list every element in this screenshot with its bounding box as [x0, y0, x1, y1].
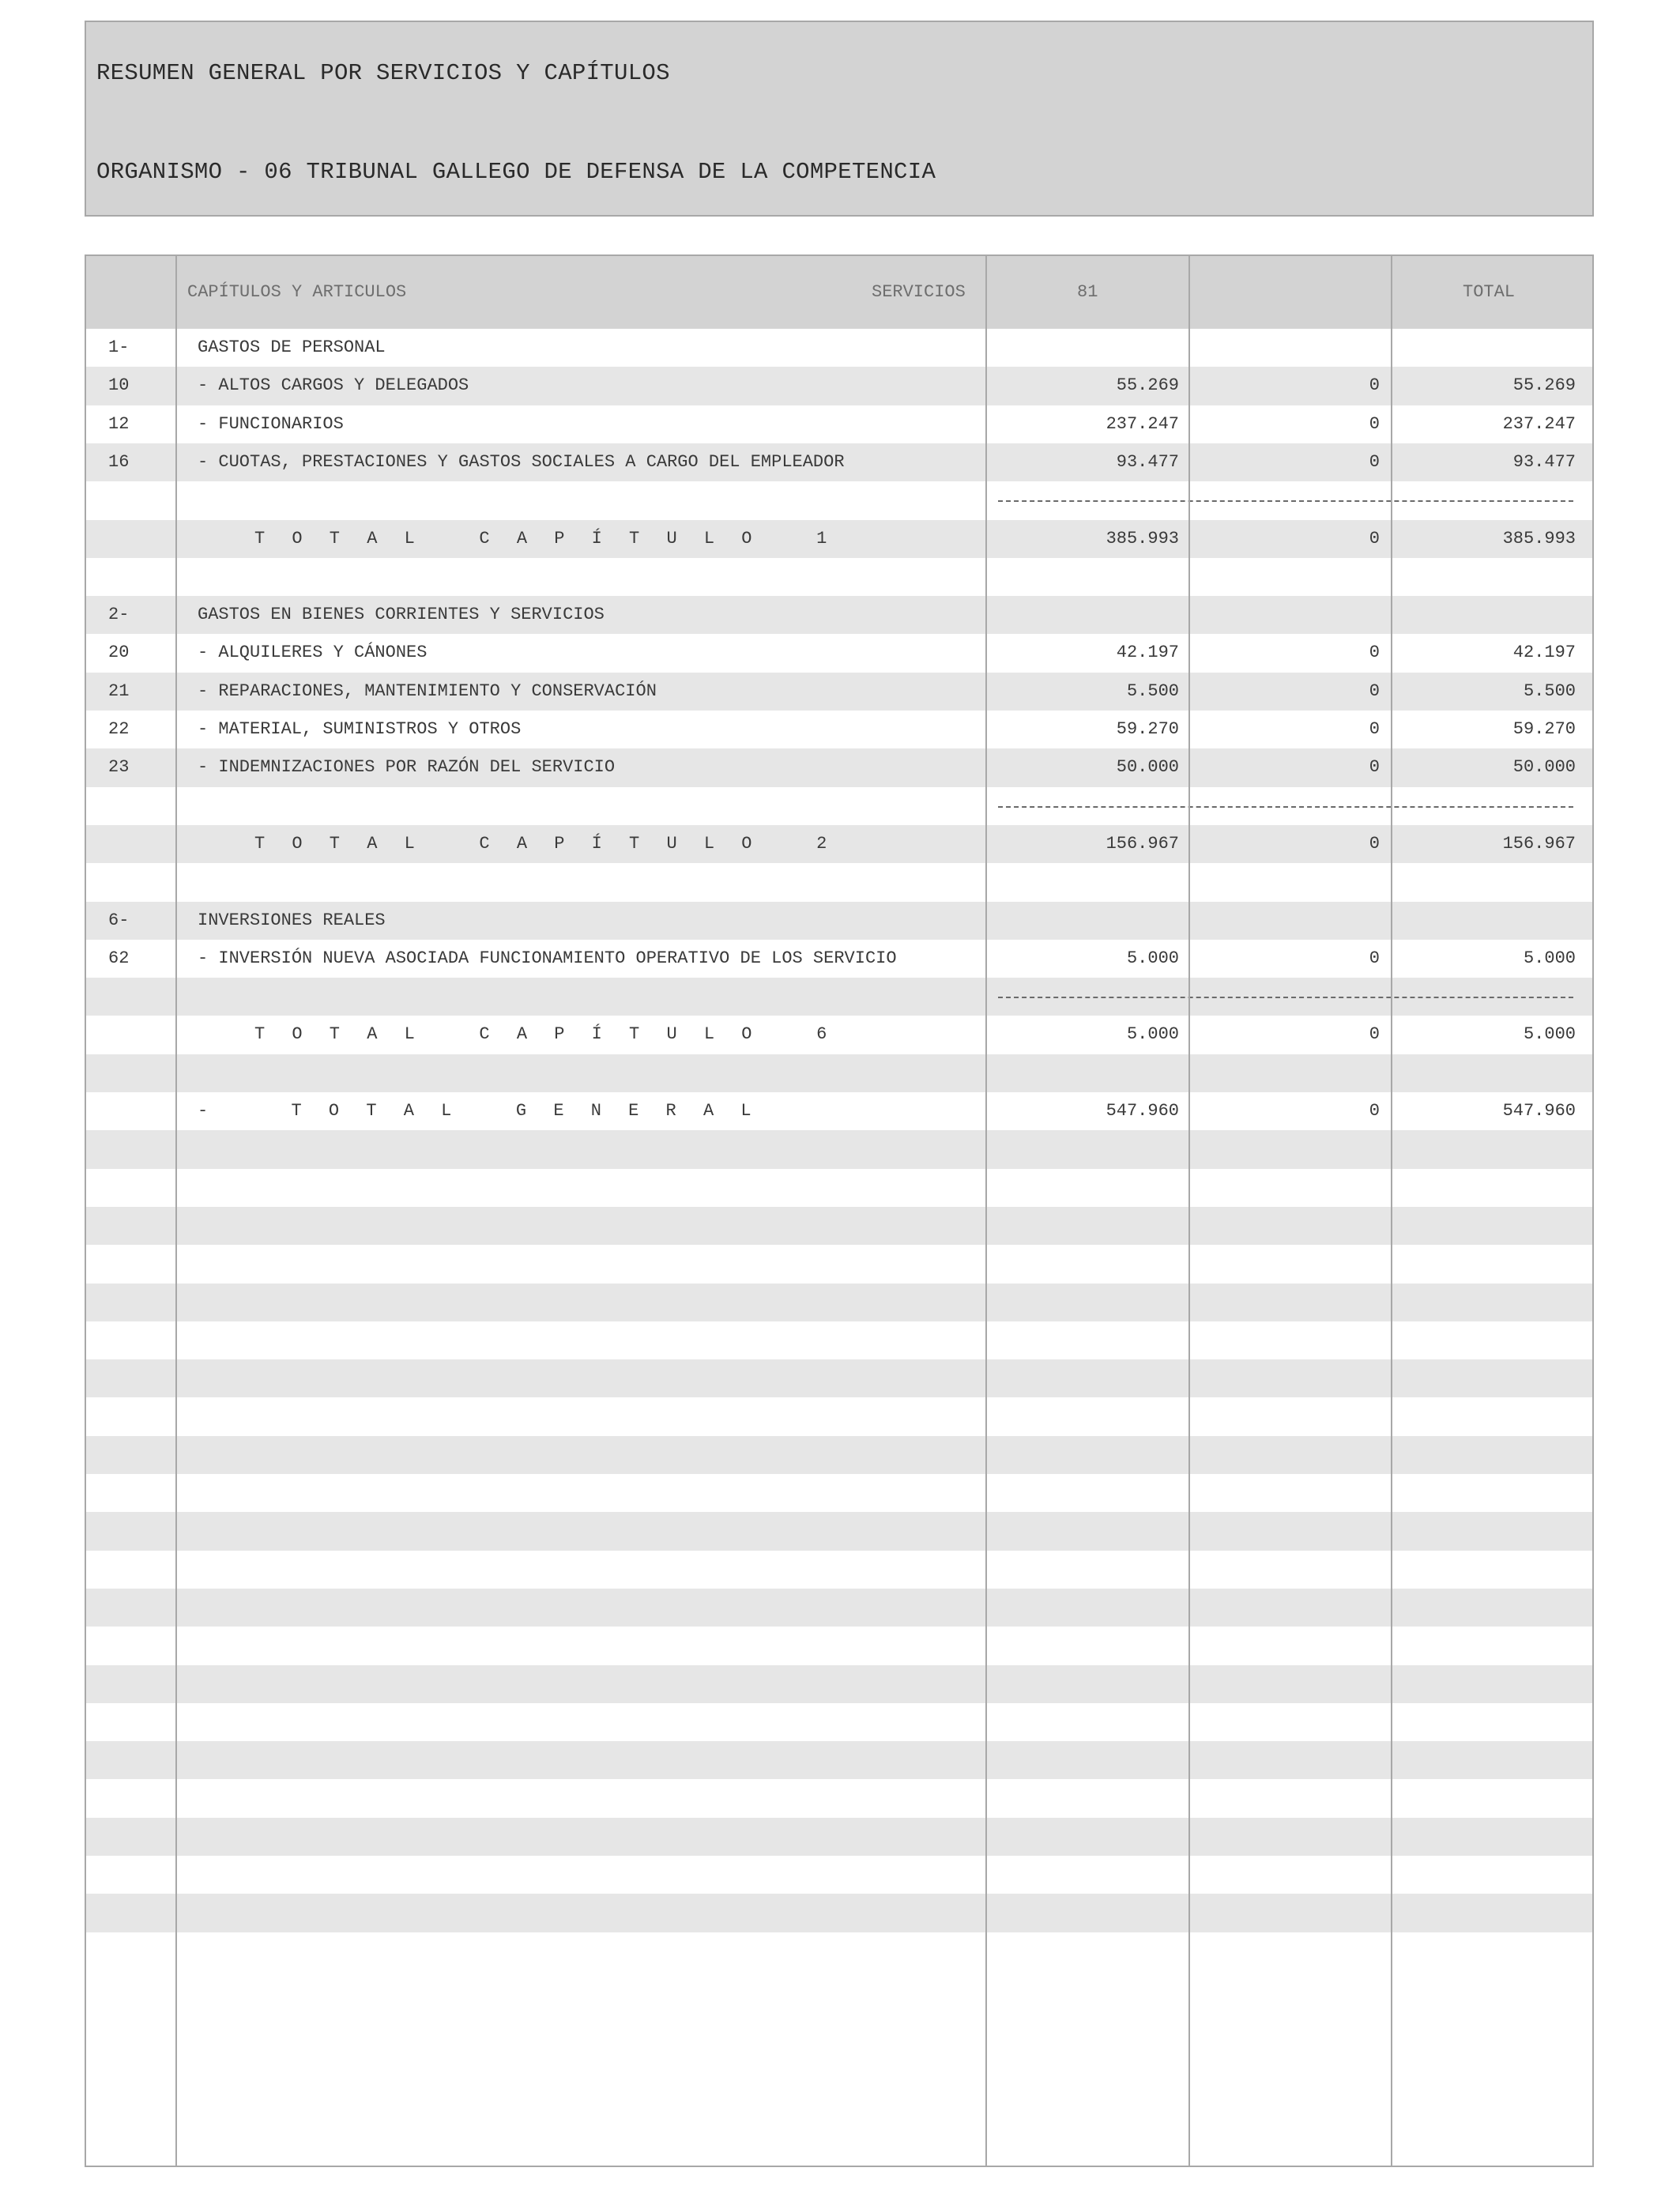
table-row	[86, 1092, 1592, 1130]
table-row	[86, 978, 1592, 1016]
value-81: 5.000	[1126, 948, 1179, 968]
table-row	[86, 1894, 1592, 1932]
total-capitulo-label: T O T A L C A P Í T U L O 2	[254, 833, 835, 854]
table-row	[86, 596, 1592, 634]
column-header-capitulos: CAPÍTULOS Y ARTICULOS	[187, 282, 407, 302]
column-divider	[1188, 256, 1190, 2166]
row-code: 16	[108, 451, 130, 472]
value-total: 385.993	[1502, 528, 1576, 548]
row-code: 23	[108, 757, 130, 778]
table-row	[86, 787, 1592, 825]
value-zero: 0	[1369, 948, 1380, 968]
value-total: 59.270	[1512, 719, 1576, 739]
value-total: 156.967	[1502, 833, 1576, 854]
row-description: - INVERSIÓN NUEVA ASOCIADA FUNCIONAMIENTO OPERATIVO DE LOS SERVICIO	[198, 948, 897, 968]
value-zero: 0	[1369, 1024, 1380, 1045]
column-divider	[1391, 256, 1392, 2166]
table-row	[86, 1397, 1592, 1435]
dashed-separator	[998, 806, 1573, 808]
summary-table	[85, 254, 1594, 2167]
table-row	[86, 863, 1592, 901]
table-row	[86, 1321, 1592, 1359]
report-header	[85, 21, 1594, 217]
table-row	[86, 481, 1592, 519]
value-zero: 0	[1369, 451, 1380, 472]
row-description: INVERSIONES REALES	[198, 910, 386, 930]
value-81: 5.000	[1126, 1024, 1179, 1045]
value-zero: 0	[1369, 680, 1380, 701]
value-81: 5.500	[1126, 680, 1179, 701]
table-row	[86, 1284, 1592, 1321]
dashed-separator	[998, 997, 1573, 998]
value-zero: 0	[1369, 833, 1380, 854]
table-row	[86, 1016, 1592, 1054]
value-81: 547.960	[1106, 1101, 1179, 1121]
table-row	[86, 1703, 1592, 1741]
row-code: 22	[108, 719, 130, 739]
value-zero: 0	[1369, 719, 1380, 739]
row-code: 12	[108, 413, 130, 434]
row-code: 62	[108, 948, 130, 968]
table-row	[86, 1665, 1592, 1703]
value-total: 93.477	[1512, 451, 1576, 472]
table-row	[86, 1818, 1592, 1856]
value-total: 5.000	[1523, 1024, 1576, 1045]
value-zero: 0	[1369, 1101, 1380, 1121]
table-row	[86, 1512, 1592, 1550]
table-row	[86, 329, 1592, 367]
table-row	[86, 1436, 1592, 1474]
table-row	[86, 1207, 1592, 1245]
value-81: 237.247	[1106, 413, 1179, 434]
value-zero: 0	[1369, 643, 1380, 663]
table-row	[86, 1474, 1592, 1512]
table-row	[86, 1932, 1592, 1970]
table-row	[86, 748, 1592, 786]
value-81: 59.270	[1116, 719, 1179, 739]
table-row	[86, 1779, 1592, 1817]
organismo-title: ORGANISMO - 06 TRIBUNAL GALLEGO DE DEFENSA DE LA COMPETENCIA	[96, 159, 936, 185]
row-description: GASTOS DE PERSONAL	[198, 337, 386, 357]
row-code: 2-	[108, 605, 130, 625]
row-description: - CUOTAS, PRESTACIONES Y GASTOS SOCIALES A CARGO DEL EMPLEADOR	[198, 451, 845, 472]
value-total: 42.197	[1512, 643, 1576, 663]
table-row	[86, 1551, 1592, 1589]
value-zero: 0	[1369, 528, 1380, 548]
row-code: 6-	[108, 910, 130, 930]
table-header	[86, 256, 1592, 329]
value-total: 5.500	[1523, 680, 1576, 701]
value-81: 42.197	[1116, 643, 1179, 663]
column-divider	[175, 256, 177, 2166]
table-row	[86, 1856, 1592, 1894]
value-zero: 0	[1369, 375, 1380, 396]
table-row	[86, 367, 1592, 405]
table-row	[86, 1627, 1592, 1664]
table-row	[86, 1054, 1592, 1092]
table-row	[86, 825, 1592, 863]
row-description: - REPARACIONES, MANTENIMIENTO Y CONSERVACIÓN	[198, 680, 657, 701]
value-81: 50.000	[1116, 757, 1179, 778]
row-description: - ALTOS CARGOS Y DELEGADOS	[198, 375, 469, 396]
row-description: - MATERIAL, SUMINISTROS Y OTROS	[198, 719, 522, 739]
row-code: 20	[108, 643, 130, 663]
table-row	[86, 634, 1592, 672]
total-capitulo-label: T O T A L C A P Í T U L O 1	[254, 528, 835, 548]
value-81: 385.993	[1106, 528, 1179, 548]
value-total: 5.000	[1523, 948, 1576, 968]
table-row	[86, 673, 1592, 711]
table-row	[86, 902, 1592, 940]
row-description: - ALQUILERES Y CÁNONES	[198, 643, 428, 663]
value-zero: 0	[1369, 757, 1380, 778]
value-total: 547.960	[1502, 1101, 1576, 1121]
row-code: 21	[108, 680, 130, 701]
column-header-servicios: SERVICIOS	[872, 282, 966, 302]
table-row	[86, 1245, 1592, 1283]
column-divider	[985, 256, 987, 2166]
total-capitulo-label: T O T A L C A P Í T U L O 6	[254, 1024, 835, 1045]
report-title: RESUMEN GENERAL POR SERVICIOS Y CAPÍTULOS	[96, 60, 670, 86]
value-total: 237.247	[1502, 413, 1576, 434]
dashed-separator	[998, 500, 1573, 502]
row-code: 1-	[108, 337, 130, 357]
table-row	[86, 558, 1592, 596]
value-81: 156.967	[1106, 833, 1179, 854]
table-row	[86, 405, 1592, 443]
column-header-81: 81	[1077, 282, 1098, 302]
table-row	[86, 1741, 1592, 1779]
table-row	[86, 1359, 1592, 1397]
value-total: 50.000	[1512, 757, 1576, 778]
table-row	[86, 1169, 1592, 1207]
value-81: 55.269	[1116, 375, 1179, 396]
row-description: - FUNCIONARIOS	[198, 413, 344, 434]
table-row	[86, 940, 1592, 978]
row-description: - INDEMNIZACIONES POR RAZÓN DEL SERVICIO	[198, 757, 616, 778]
value-81: 93.477	[1116, 451, 1179, 472]
table-row	[86, 1589, 1592, 1627]
table-row	[86, 520, 1592, 558]
table-row	[86, 711, 1592, 748]
row-code: 10	[108, 375, 130, 396]
value-total: 55.269	[1512, 375, 1576, 396]
total-general-label: - T O T A L G E N E R A L	[198, 1101, 760, 1121]
table-row	[86, 1130, 1592, 1168]
table-row	[86, 443, 1592, 481]
row-description: GASTOS EN BIENES CORRIENTES Y SERVICIOS	[198, 605, 605, 625]
value-zero: 0	[1369, 413, 1380, 434]
column-header-total: TOTAL	[1463, 282, 1516, 302]
